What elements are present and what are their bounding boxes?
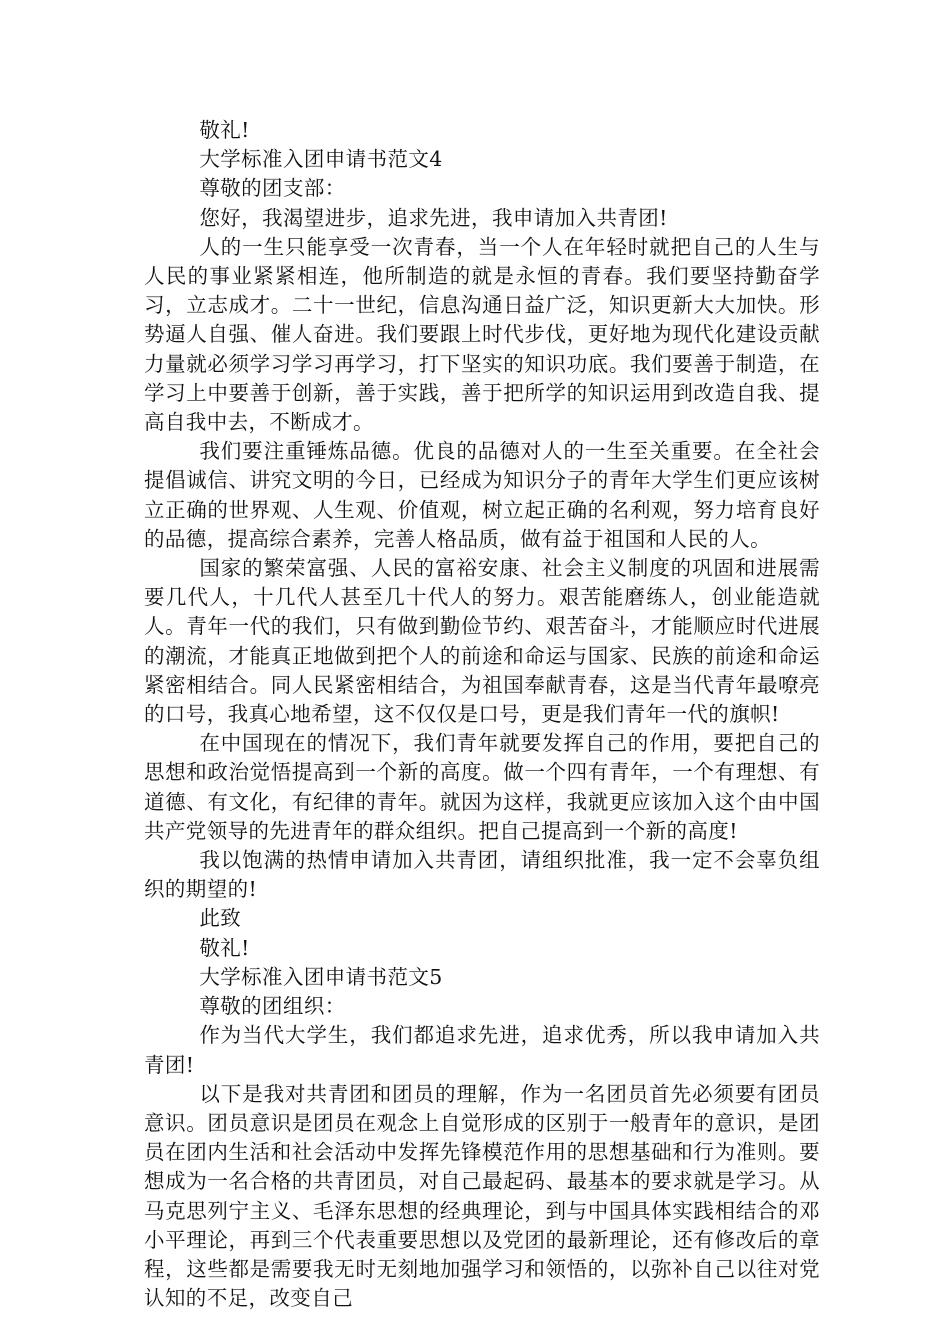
salutation: 尊敬的团支部： — [199, 176, 346, 201]
body-paragraph: 作为当代大学生，我们都追求先进，追求优秀，所以我申请加入共青团! — [144, 1023, 820, 1077]
closing-salute: 敬礼! — [199, 935, 250, 960]
closing-phrase: 此致 — [199, 906, 242, 931]
body-paragraph: 您好，我渴望进步，追求先进，我申请加入共青团! — [199, 205, 668, 230]
section-heading-4: 大学标准入团申请书范文4 — [199, 147, 443, 172]
body-paragraph: 我以饱满的热情申请加入共青团，请组织批准，我一定不会辜负组织的期望的! — [144, 848, 820, 902]
body-paragraph: 在中国现在的情况下，我们青年就要发挥自己的作用，要把自己的思想和政治觉悟提高到一个新的高度。做一个四有青年，一个有理想、有道德、有文化，有纪律的青年。就因为这样，我就更应该加入这个由中国共产党领导的先进青年的群众组织。把自己提高到一个新的高度! — [144, 731, 820, 843]
body-paragraph: 国家的繁荣富强、人民的富裕安康、社会主义制度的巩固和进展需要几代人，十几代人甚至几十代人的努力。艰苦能磨练人，创业能造就人。青年一代的我们，只有做到勤俭节约、艰苦奋斗，才能顺应时代进展的潮流，才能真正地做到把个人的前途和命运与国家、民族的前途和命运紧密相结合。同人民紧密相结合，为祖国奉献青春，这是当代青年最嘹亮的口号，我真心地希望，这不仅仅是口号，更是我们青年一代的旗帜! — [144, 556, 820, 727]
body-paragraph: 人的一生只能享受一次青春，当一个人在年轻时就把自己的人生与人民的事业紧紧相连，他所制造的就是永恒的青春。我们要坚持勤奋学习，立志成才。二十一世纪，信息沟通日益广泛，知识更新大大加快。形势逼人自强、催人奋进。我们要跟上时代步伐，更好地为现代化建设贡献力量就必须学习学习再学习，打下坚实的知识功底。我们要善于制造，在学习上中要善于创新，善于实践，善于把所学的知识运用到改造自我、提高自我中去，不断成才。 — [144, 234, 820, 435]
document-body — [144, 116, 820, 1313]
section-heading-5: 大学标准入团申请书范文5 — [199, 964, 443, 989]
body-paragraph: 以下是我对共青团和团员的理解，作为一名团员首先必须要有团员意识。团员意识是团员在观念上自觉形成的区别于一般青年的意识，是团员在团内生活和社会活动中发挥先锋模范作用的思想基础和行为准则。要想成为一名合格的共青团员，对自己最起码、最基本的要求就是学习。从马克思列宁主义、毛泽东思想的经典理论，到与中国具体实践相结合的邓小平理论，再到三个代表重要思想以及党团的最新理论，还有修改后的章程，这些都是需要我无时无刻地加强学习和领悟的，以弥补自己以往对党认知的不足，改变自己 — [144, 1081, 820, 1311]
salutation: 尊敬的团组织： — [199, 994, 346, 1019]
body-paragraph: 我们要注重锤炼品德。优良的品德对人的一生至关重要。在全社会提倡诚信、讲究文明的今日，已经成为知识分子的青年大学生们更应该树立正确的世界观、人生观、价值观，树立起正确的名利观，努力培育良好的品德，提高综合素养，完善人格品质，做有益于祖国和人民的人。 — [144, 439, 820, 551]
closing-salute: 敬礼! — [199, 118, 250, 142]
